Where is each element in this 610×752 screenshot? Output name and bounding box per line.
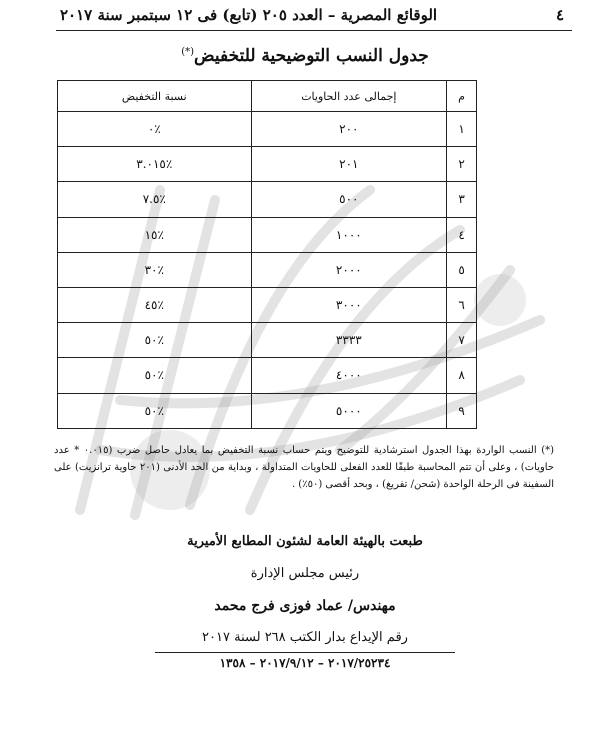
discount-rates-table [57,80,477,429]
row-container-count: ٣٠٠٠ [251,287,447,322]
row-container-count: ٣٣٣٣ [251,323,447,358]
table-title-text: جدول النسب التوضيحية للتخفيض [194,46,429,66]
row-discount-rate: ٪٥٠ [58,358,252,393]
gazette-issue-title: الوقائع المصرية – العدد ٢٠٥ (تابع) فى ١٢ سبتمبر سنة ٢٠١٧ [60,6,438,24]
row-num: ٨ [447,358,477,393]
table-row [58,358,477,393]
header-divider [56,30,572,31]
chairman-name: مهندس/ عماد فوزى فرج محمد [214,598,396,614]
row-container-count: ١٠٠٠ [251,217,447,252]
table-row [58,112,477,147]
table-title-marker: (*) [181,46,195,58]
table-row [58,252,477,287]
table-row [58,217,477,252]
table-footnote: (*) النسب الواردة بهذا الجدول استرشادية للتوضيح ويتم حساب نسبة التخفيض بما يعادل حاصل ضرب (٠.٠١٥ * عدد حاويات) ، وعلى أن تتم المحاسبة طبقًا للعدد الفعلى للحاويات المتداولة ، وبداية من الحد الأدنى (٢٠١ حاوية ترانزيت) على السفينة فى الرحلة الواحدة (شحن/ تفريغ) ، وبحد أقصى (٥٠٪) . [54,445,554,490]
row-container-count: ٥٠٠٠ [251,393,447,428]
footer-divider [155,652,455,653]
row-discount-rate: ٪٠ [58,112,252,147]
row-container-count: ٤٠٠٠ [251,358,447,393]
row-discount-rate: ٪٧.٥ [58,182,252,217]
table-row [58,287,477,322]
row-container-count: ٢٠٠ [251,112,447,147]
row-container-count: ٢٠٠٠ [251,252,447,287]
row-discount-rate: ٪٥٠ [58,393,252,428]
row-discount-rate: ٪٣٠ [58,252,252,287]
page-number: ٤ [555,6,564,24]
row-num: ٦ [447,287,477,322]
row-container-count: ٥٠٠ [251,182,447,217]
table-header-row [58,81,477,112]
header-num: م [447,81,477,112]
table-row [58,323,477,358]
chairman-title: رئيس مجلس الإدارة [250,566,360,581]
row-num: ٧ [447,323,477,358]
table-row [58,393,477,428]
row-discount-rate: ٪٤٥ [58,287,252,322]
row-discount-rate: ٪١٥ [58,217,252,252]
table-row [58,147,477,182]
printed-by-line: طبعت بالهيئة العامة لشئون المطابع الأميرية [187,534,423,549]
table-row [58,182,477,217]
print-serial: ٢٠١٧/٢٥٢٣٤ – ٢٠١٧/٩/١٢ – ١٣٥٨ [219,656,391,670]
row-num: ٤ [447,217,477,252]
table-title [0,46,610,66]
page-header [60,4,564,26]
row-num: ٣ [447,182,477,217]
row-num: ٥ [447,252,477,287]
row-num: ٢ [447,147,477,182]
header-discount-rate: نسبة التخفيض [58,81,252,112]
deposit-number: رقم الإيداع بدار الكتب ٢٦٨ لسنة ٢٠١٧ [202,630,408,645]
row-discount-rate: ٪٥٠ [58,323,252,358]
row-num: ٩ [447,393,477,428]
row-num: ١ [447,112,477,147]
row-container-count: ٢٠١ [251,147,447,182]
header-container-count: إجمالى عدد الحاويات [251,81,447,112]
row-discount-rate: ٪٣.٠١٥ [58,147,252,182]
